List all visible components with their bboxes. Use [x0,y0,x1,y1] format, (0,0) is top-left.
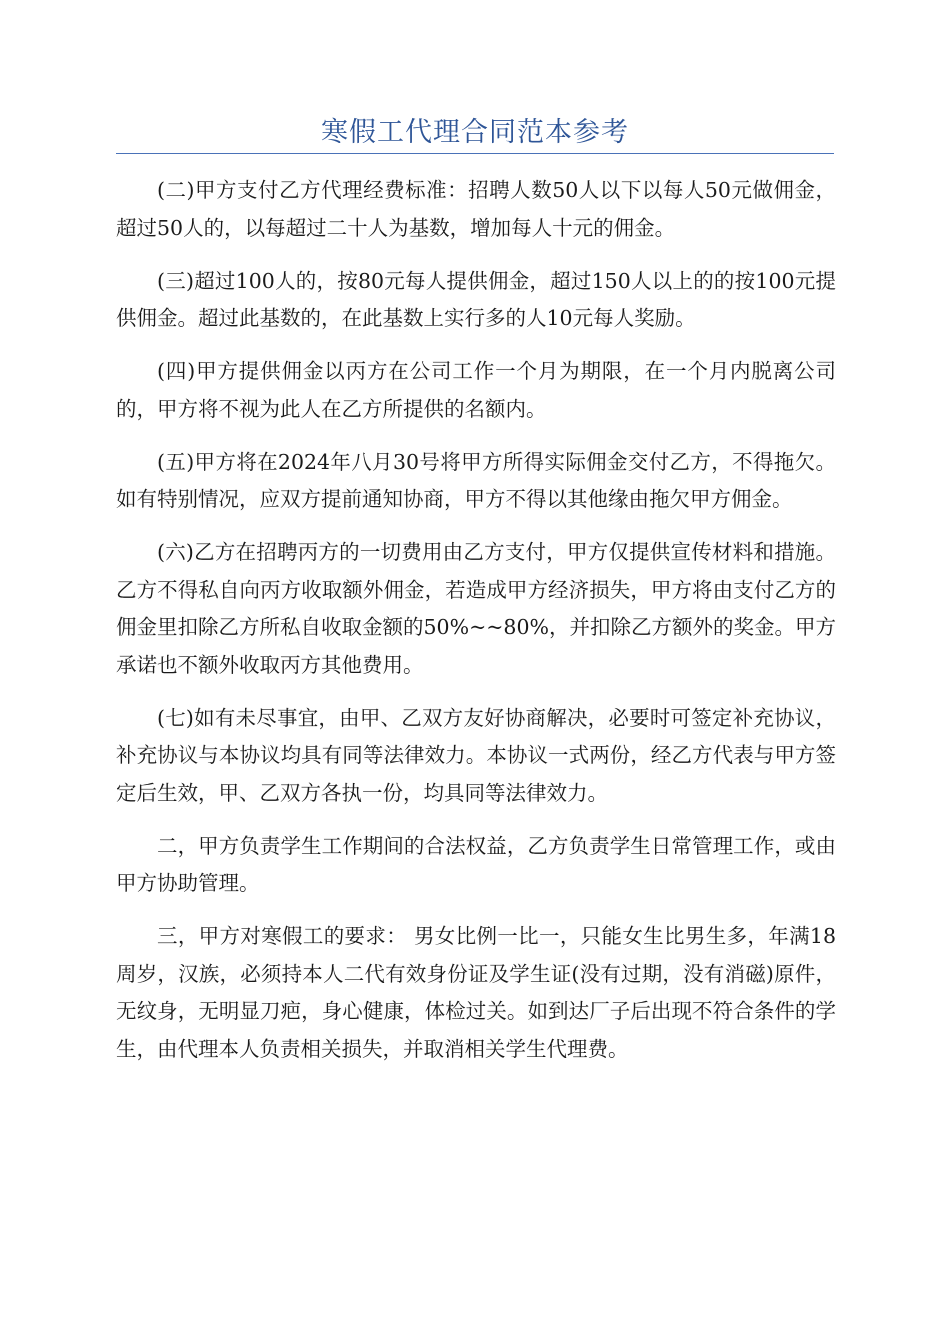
document-title: 寒假工代理合同范本参考 [321,117,629,148]
section-three-paragraph: 三，甲方对寒假工的要求： 男女比例一比一，只能女生比男生多，年满18周岁，汉族，必须持本人二代有效身份证及学生证(没有过期，没有消磁)原件，无纹身，无明显刀疤，身心健康，体检过关。如到达厂子后出现不符合条件的学生，由代理本人负责相关损失，并取消相关学生代理费。 [116,924,836,1061]
paragraph-2: (二)甲方支付乙方代理经费标准：招聘人数50人以下以每人50元做佣金，超过50人的，以每超过二十人为基数，增加每人十元的佣金。 [116,178,836,240]
title-underline [116,153,834,154]
section-two-paragraph: 二，甲方负责学生工作期间的合法权益，乙方负责学生日常管理工作，或由甲方协助管理。 [116,833,836,895]
paragraph-7: (七)如有未尽事宜，由甲、乙双方友好协商解决，必要时可签定补充协议，补充协议与本协议均具有同等法律效力。本协议一式两份，经乙方代表与甲方签定后生效，甲、乙双方各执一份，均具同等法律效力。 [116,705,836,805]
paragraph-4: (四)甲方提供佣金以丙方在公司工作一个月为期限，在一个月内脱离公司的，甲方将不视为此人在乙方所提供的名额内。 [116,359,836,421]
paragraph-5: (五)甲方将在2024年八月30号将甲方所得实际佣金交付乙方，不得拖欠。如有特别情况，应双方提前通知协商，甲方不得以其他缘由拖欠甲方佣金。 [116,449,836,511]
document-body [116,172,836,1084]
paragraph-6: (六)乙方在招聘丙方的一切费用由乙方支付，甲方仅提供宣传材料和措施。乙方不得私自向丙方收取额外佣金，若造成甲方经济损失，甲方将由支付乙方的佣金里扣除乙方所私自收取金额的50%~~80%，并扣除乙方额外的奖金。甲方承诺也不额外收取丙方其他费用。 [116,540,836,677]
paragraph-3: (三)超过100人的，按80元每人提供佣金，超过150人以上的的按100元提供佣金。超过此基数的，在此基数上实行多的人10元每人奖励。 [116,268,836,330]
